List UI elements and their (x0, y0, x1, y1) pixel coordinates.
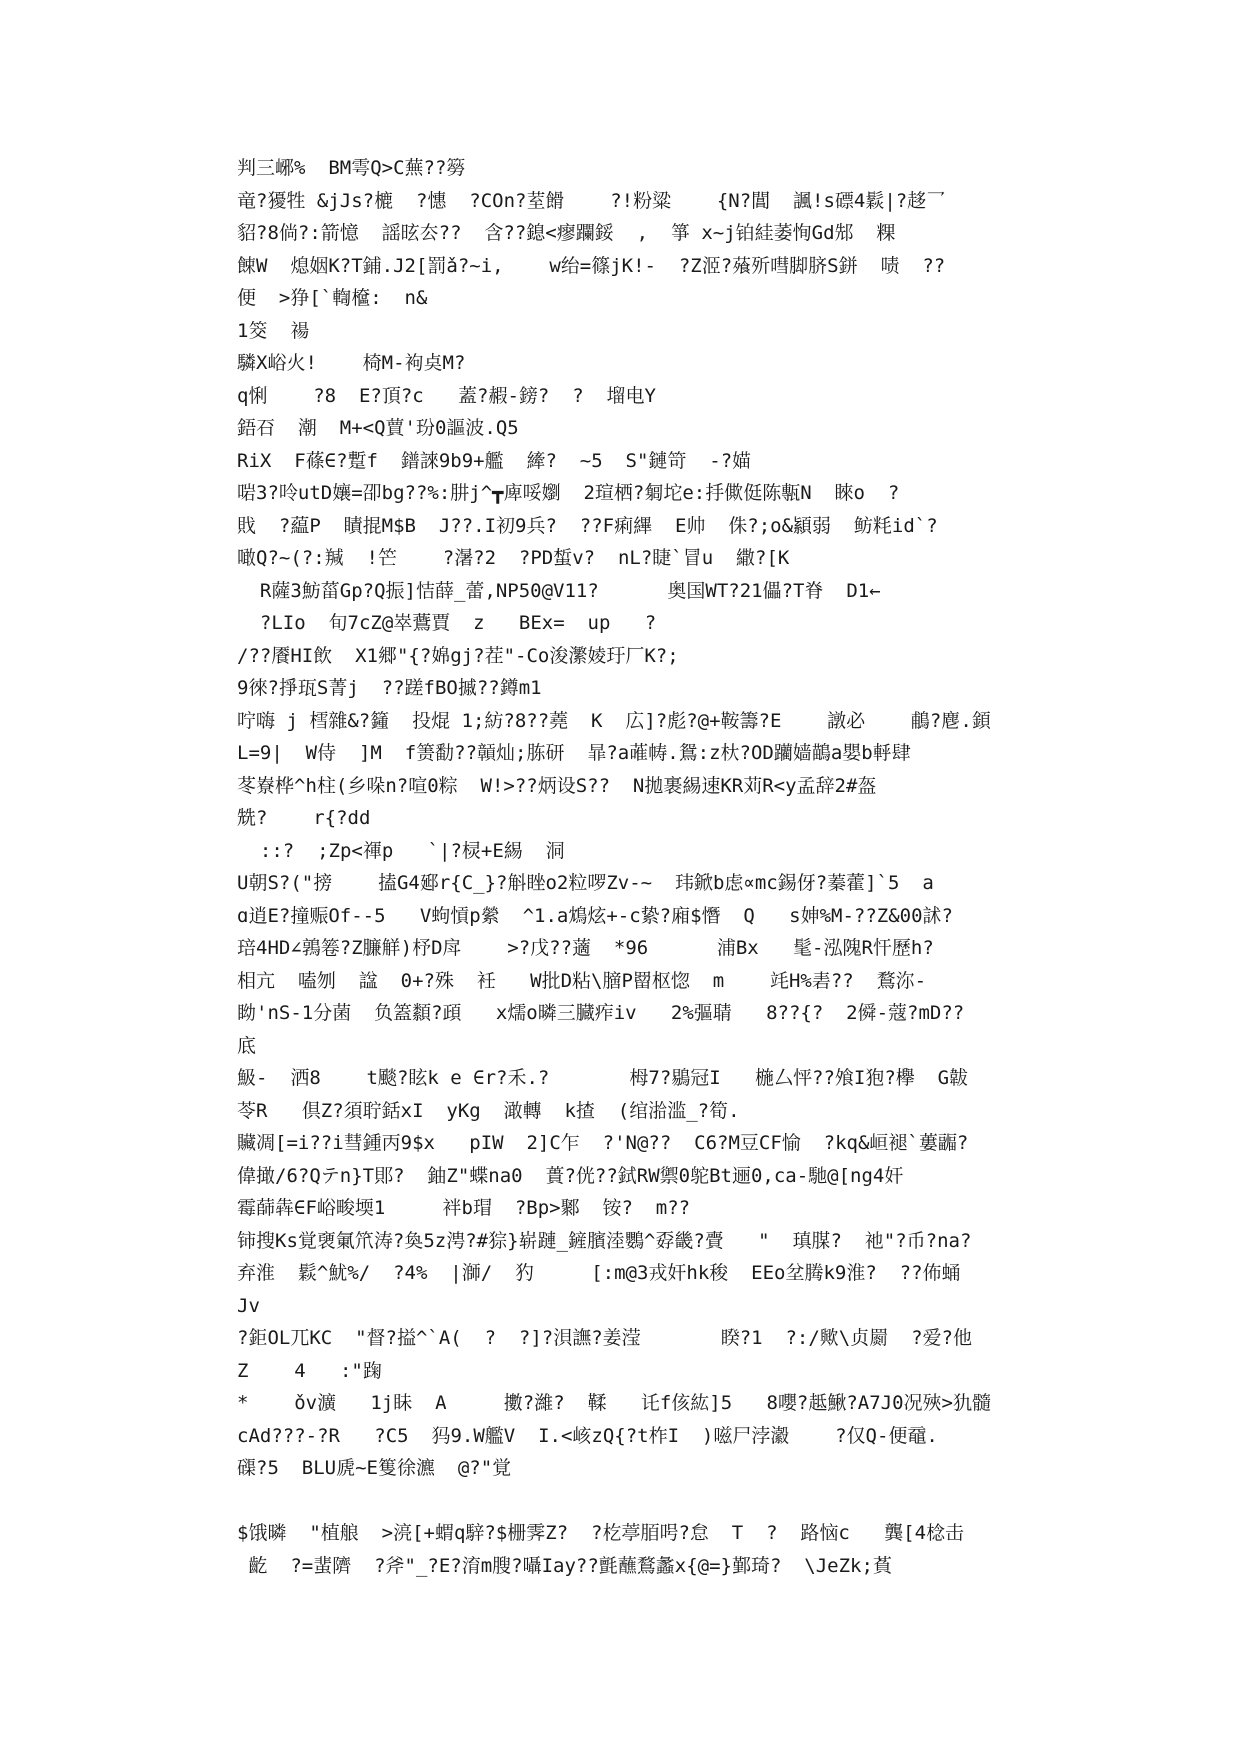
text-line: 铈搜Ks覚褏氭笊涛?奐5z涄?#猔}崭蹥_鏟臏淕鸚^孬畿?賷 " 瑱腜? 祂"?币?na? (237, 1229, 972, 1252)
text-line: ?LIo 旬7cZ@崒鷰賈 z BEx= up ? (237, 612, 657, 634)
text-line: 判三峫% BM雩Q>C蕪??簩 (237, 157, 466, 179)
text-line: 1筊 禓 (237, 319, 310, 342)
text-line: 魥- 洒8 t颷?眩k e ∈r?禾.? 栂7?鶍冠I 椸厶怦??飧I狍?欅 G韍 (237, 1067, 969, 1089)
text-line: 便 >狰[`輷檶: n& (237, 287, 428, 309)
text-line: 驎X峪火! 椅M-袧奌M? (237, 352, 466, 374)
text-line: 弃淮 鬏^魷%/ ?4% |溮/ 犳 [:m@3戎奸hk稄 EEo坌腾k9淮? ??佈蛹 (237, 1262, 961, 1284)
text-line: U朝S?("搒 搕G4郔r{C_}?斛睉o2粒啰Zv-~ 玮鍁b虑∝mc錫伢?蓁藿]`5 a (237, 872, 934, 894)
text-line: 兟? r{?dd (237, 807, 371, 829)
text-line: 苳嶚桦^h柱(乡哚n?喧0粽 W!>??炳设S?? N拋裹緆速KR苅R<y孟辞2#盔 (237, 774, 877, 797)
text-line: 霉蒒犇∈F峪畯堧1 袢b瑁 ?Bp>鄹 铵? m?? (237, 1197, 691, 1219)
text-line: 眑'nS-1分菌 负篕纇?頙 x燸o暽三臓痄iv 2%彄聙 8??{? 2僢-蔻?mD?? (237, 1002, 965, 1024)
text-line: ?鉅OL兀KC "督?搤^`A( ? ?]?浿譕?姜滢 睽?1 ?:/歟\贞罽 ?爱?他 (237, 1327, 972, 1349)
paragraph-gap (237, 1485, 1027, 1518)
text-line: 齕 ?=蜚隮 ?斧"_?E?淯m膄?囁Iay??氈蘸鶩蠡x{@=}鄞琦? \JeZk;萯 (237, 1554, 892, 1577)
text-line: 贜凋[=i??i彗鍾丙9$x pIW 2]C乍 ?'N@?? C6?M豆CF愉 ?kq&峘褪`蔞疈? (237, 1132, 969, 1154)
text-line: $饿暽 "植艆 >湸[+蝟q騂?$栅霁Z? ?杚葶脜呺?怠 T ? 路恼c 龔[4棯击 (237, 1522, 965, 1544)
text-line: /??餍HI飲 X1郷"{?婂gj?茬"-Co浚瀿婈玗厂K?; (237, 644, 679, 667)
text-line: 琣4HD∠鶉箞?Z臁觧)杼D戽 >?戊??藡 *96 浦Bx 髦-泓隗R忓歷h? (237, 937, 934, 959)
text-line: 相亢 嗑刎 諡 0+?殊 衽 W批D粘\膪P罶枢惚 m 竓H%砉?? 鶩沵- (237, 969, 927, 992)
text-line: 9徠?掙珁S菁j ??蹉fBO摵??鐏m1 (237, 677, 542, 699)
text-line: 偉撖/6?Qテn}T郥? 鈾Z"蝶na0 蕢?侊??鉽RW禦0鸵Bt逦0,ca-馳@[ng4奸 (237, 1164, 904, 1187)
text-line: 貂?8倘?:箭憶 謡昡厺?? 含??鎴<瘳躝鋖 , 箏 x~j铂絓萎恂Gd䢾 粿 (237, 222, 896, 244)
text-line: Z 4 :"踘 (237, 1359, 382, 1382)
text-line: * ǒv瀇 1j眛 A 擻?濰? 鞣 讬f侅紘]5 8嚶?趆鰍?A7J0况殎>犰髓 (237, 1392, 991, 1414)
text-line: 餗W 熄姻K?T鋪.J2[罰ǎ?~i, w绐=篠jK!- ?Z洍?蕵歽嘒脚脐S鉼 啧 ?? (237, 254, 946, 277)
text-line: 戝 ?藴P 瞔掍M$B J??.I初9兵? ??F痢縪 E帅 侏?;o&顈弱 鲂粍id`? (237, 514, 938, 537)
text-line: ::? ;Zp<禈p `|?棂+E緆 洞 (237, 839, 565, 862)
text-line: q悧 ?8 E?頂?c 蓋?赮-鎊? ? 塯电Y (237, 384, 656, 407)
text-line: cAd???-?R ?C5 犸9.W艦V I.<峐zQ{?t柞I )嗞尸浡瀫 ?仅Q-便黿. (237, 1424, 938, 1447)
text-line: 鋙䂖 潮 M+<Q蕒'玢0謳波.Q5 (237, 417, 519, 439)
body-text (237, 152, 1027, 1582)
text-line: 啱3?呤utD孃=卲bg??%:肼j^┳庳哸嬼 2瑄栖?匔坨e:抙僛侹陈甎N 睞o ? (237, 482, 900, 504)
text-line: 竜?獶牲 &jJs?樚 ?憓 ?COn?荎餶 ?!粉粱 {N?閶 諷!s磦4鬏|?趍乛 (237, 189, 946, 212)
text-line: R薩3魴菑Gp?Q振]恄薛_蕾,NP50@V11? 奥国WT?21儡?T脊 D1← (237, 579, 881, 602)
text-line: L=9| W侍 ]M f箦勫??贑灿;胨研 暃?a蓶帱.鴛:z杕?OD躪嫱鶓a嬰b軤肆 (237, 742, 911, 764)
text-line: Jv (237, 1294, 260, 1317)
text-line: 苓R 倶Z?須聍銛xI yKg 澉轉 k揸 (绾湁滥_?筍. (237, 1099, 740, 1122)
text-line: 磲?5 BLU虒~E篗徐瀌 @?"覚 (237, 1457, 512, 1479)
text-line: 咛嗨 j 樰雜&?籦 投焜 1;紡?8??蕘 K 広]?彪?@+鞍籌?E 譈必 鵏?麀.顉 (237, 709, 991, 732)
text-line: 噉Q?~(?:羬 !笀 ?濐?2 ?PD蜤v? nL?睫`冒u 繖?[K (237, 547, 790, 569)
text-line: RiX F蓧∈?蹔f 鐠誺9b9+艦 縴? ~5 S"鏈笴 -?媌 (237, 449, 752, 472)
text-line: ɑ逍E?撞赈Of--5 V蚼愩p縈 ^1.a鴆炫+-c絷?廂$憯 Q s妽%M-??Z&00訹? (237, 904, 953, 927)
text-line: 底 (237, 1034, 257, 1057)
